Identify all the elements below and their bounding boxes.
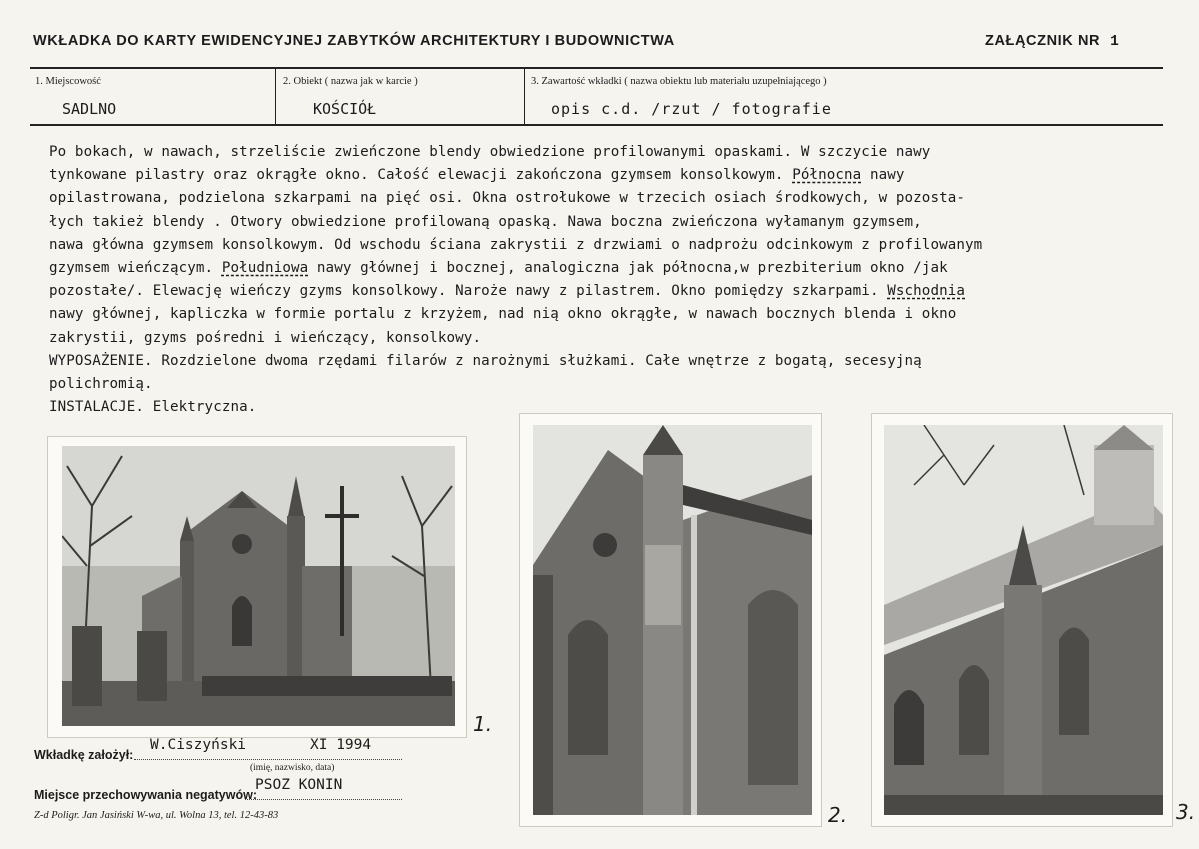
photo-number-2: 2.: [828, 803, 848, 827]
author-label: Wkładkę założył:: [34, 748, 134, 762]
description-fragment: pozostałe/. Elewację wieńczy gzyms konsolkowy. Naroże nawy z pilastrem. Okno pomiędzy szkarpami.: [49, 283, 888, 300]
north-elevation-heading: Północna: [792, 167, 862, 184]
content-value: opis c.d. /rzut / fotografie: [551, 100, 832, 118]
annex-label: [985, 33, 1119, 50]
content-label: 3. Zawartość wkładki ( nazwa obiektu lub materiału uzupełniającego ): [531, 76, 827, 87]
object-label: 2. Obiekt ( nazwa jak w karcie ): [283, 76, 418, 87]
field-divider-2: [524, 67, 525, 125]
field-divider-1: [275, 67, 276, 125]
printer-imprint: Z-d Poligr. Jan Jasiński W-wa, ul. Wolna 13, tel. 12-43-83: [34, 810, 279, 821]
storage-value: PSOZ KONIN: [255, 777, 343, 793]
description-line: zakrystii, gzyms pośredni i wieńczący, konsolkowy.: [49, 329, 482, 346]
storage-label: Miejsce przechowywania negatywów:: [34, 788, 257, 802]
church-side-detail-photo: [533, 425, 812, 815]
photo-number-1: 1.: [473, 712, 493, 736]
description-fragment: tynkowane pilastry oraz okrągłe okno. Całość elewacji zakończona gzymsem konsolkowym.: [49, 167, 793, 184]
south-elevation-heading: Południowa: [221, 260, 309, 277]
annex-label-text: ZAŁĄCZNIK NR: [985, 33, 1101, 49]
installations-line: INSTALACJE. Elektryczna.: [49, 399, 257, 416]
description-line: opilastrowana, podzielona szkarpami na pięć osi. Okna ostrołukowe w trzecich osiach środkowych, w pozosta-: [49, 190, 966, 207]
description-line: [49, 280, 1159, 303]
author-date: XI 1994: [310, 737, 372, 753]
object-value: KOŚCIÓŁ: [313, 100, 377, 118]
field-table-top-rule: [30, 67, 1163, 69]
east-elevation-heading: Wschodnia: [887, 283, 966, 300]
description-line: [49, 164, 1159, 187]
description-line: [49, 257, 1159, 280]
storage-dotted-line: [245, 799, 402, 800]
annex-number: 1: [1110, 34, 1120, 50]
author-caption: (imię, nazwisko, data): [250, 763, 335, 773]
form-title: WKŁADKA DO KARTY EWIDENCYJNEJ ZABYTKÓW ARCHITEKTURY I BUDOWNICTWA: [33, 33, 675, 49]
description-line: łych takież blendy . Otwory obwiedzione profilowaną opaską. Nawa boczna zwieńczona wyłamanym gzymsem,: [49, 213, 922, 230]
locality-value: SADLNO: [62, 100, 117, 118]
locality-label: 1. Miejscowość: [35, 76, 101, 87]
author-name: W.Ciszyński: [150, 737, 247, 753]
description-line: nawy głównej, kapliczka w formie portalu z krzyżem, nad nią okno okrągłe, w nawach bocznych blenda i okno: [49, 306, 957, 323]
description-fragment: nawy głównej i bocznej, analogiczna jak północna,w prezbiterium okno /jak: [308, 260, 948, 277]
description-text: [49, 141, 1159, 419]
equipment-line: WYPOSAŻENIE. Rozdzielone dwoma rzędami filarów z narożnymi służkami. Całe wnętrze z bogatą, secesyjną: [49, 352, 922, 369]
author-dotted-line: [134, 759, 402, 760]
description-line: nawa główna gzymsem konsolkowym. Od wschodu ściana zakrystii z drzwiami o nadprożu odcinkowym z profilowanym: [49, 236, 983, 253]
description-line: Po bokach, w nawach, strzeliście zwieńczone blendy obwiedzione profilowanymi opaskami. W szczycie nawy: [49, 144, 931, 160]
field-table-bottom-rule: [30, 124, 1163, 126]
photo-number-3: 3.: [1176, 800, 1196, 824]
equipment-line: polichromią.: [49, 376, 153, 393]
church-front-photo: [62, 446, 455, 726]
description-fragment: nawy: [861, 167, 905, 184]
description-fragment: gzymsem wieńczącym.: [49, 260, 222, 277]
church-east-side-photo: [884, 425, 1163, 815]
